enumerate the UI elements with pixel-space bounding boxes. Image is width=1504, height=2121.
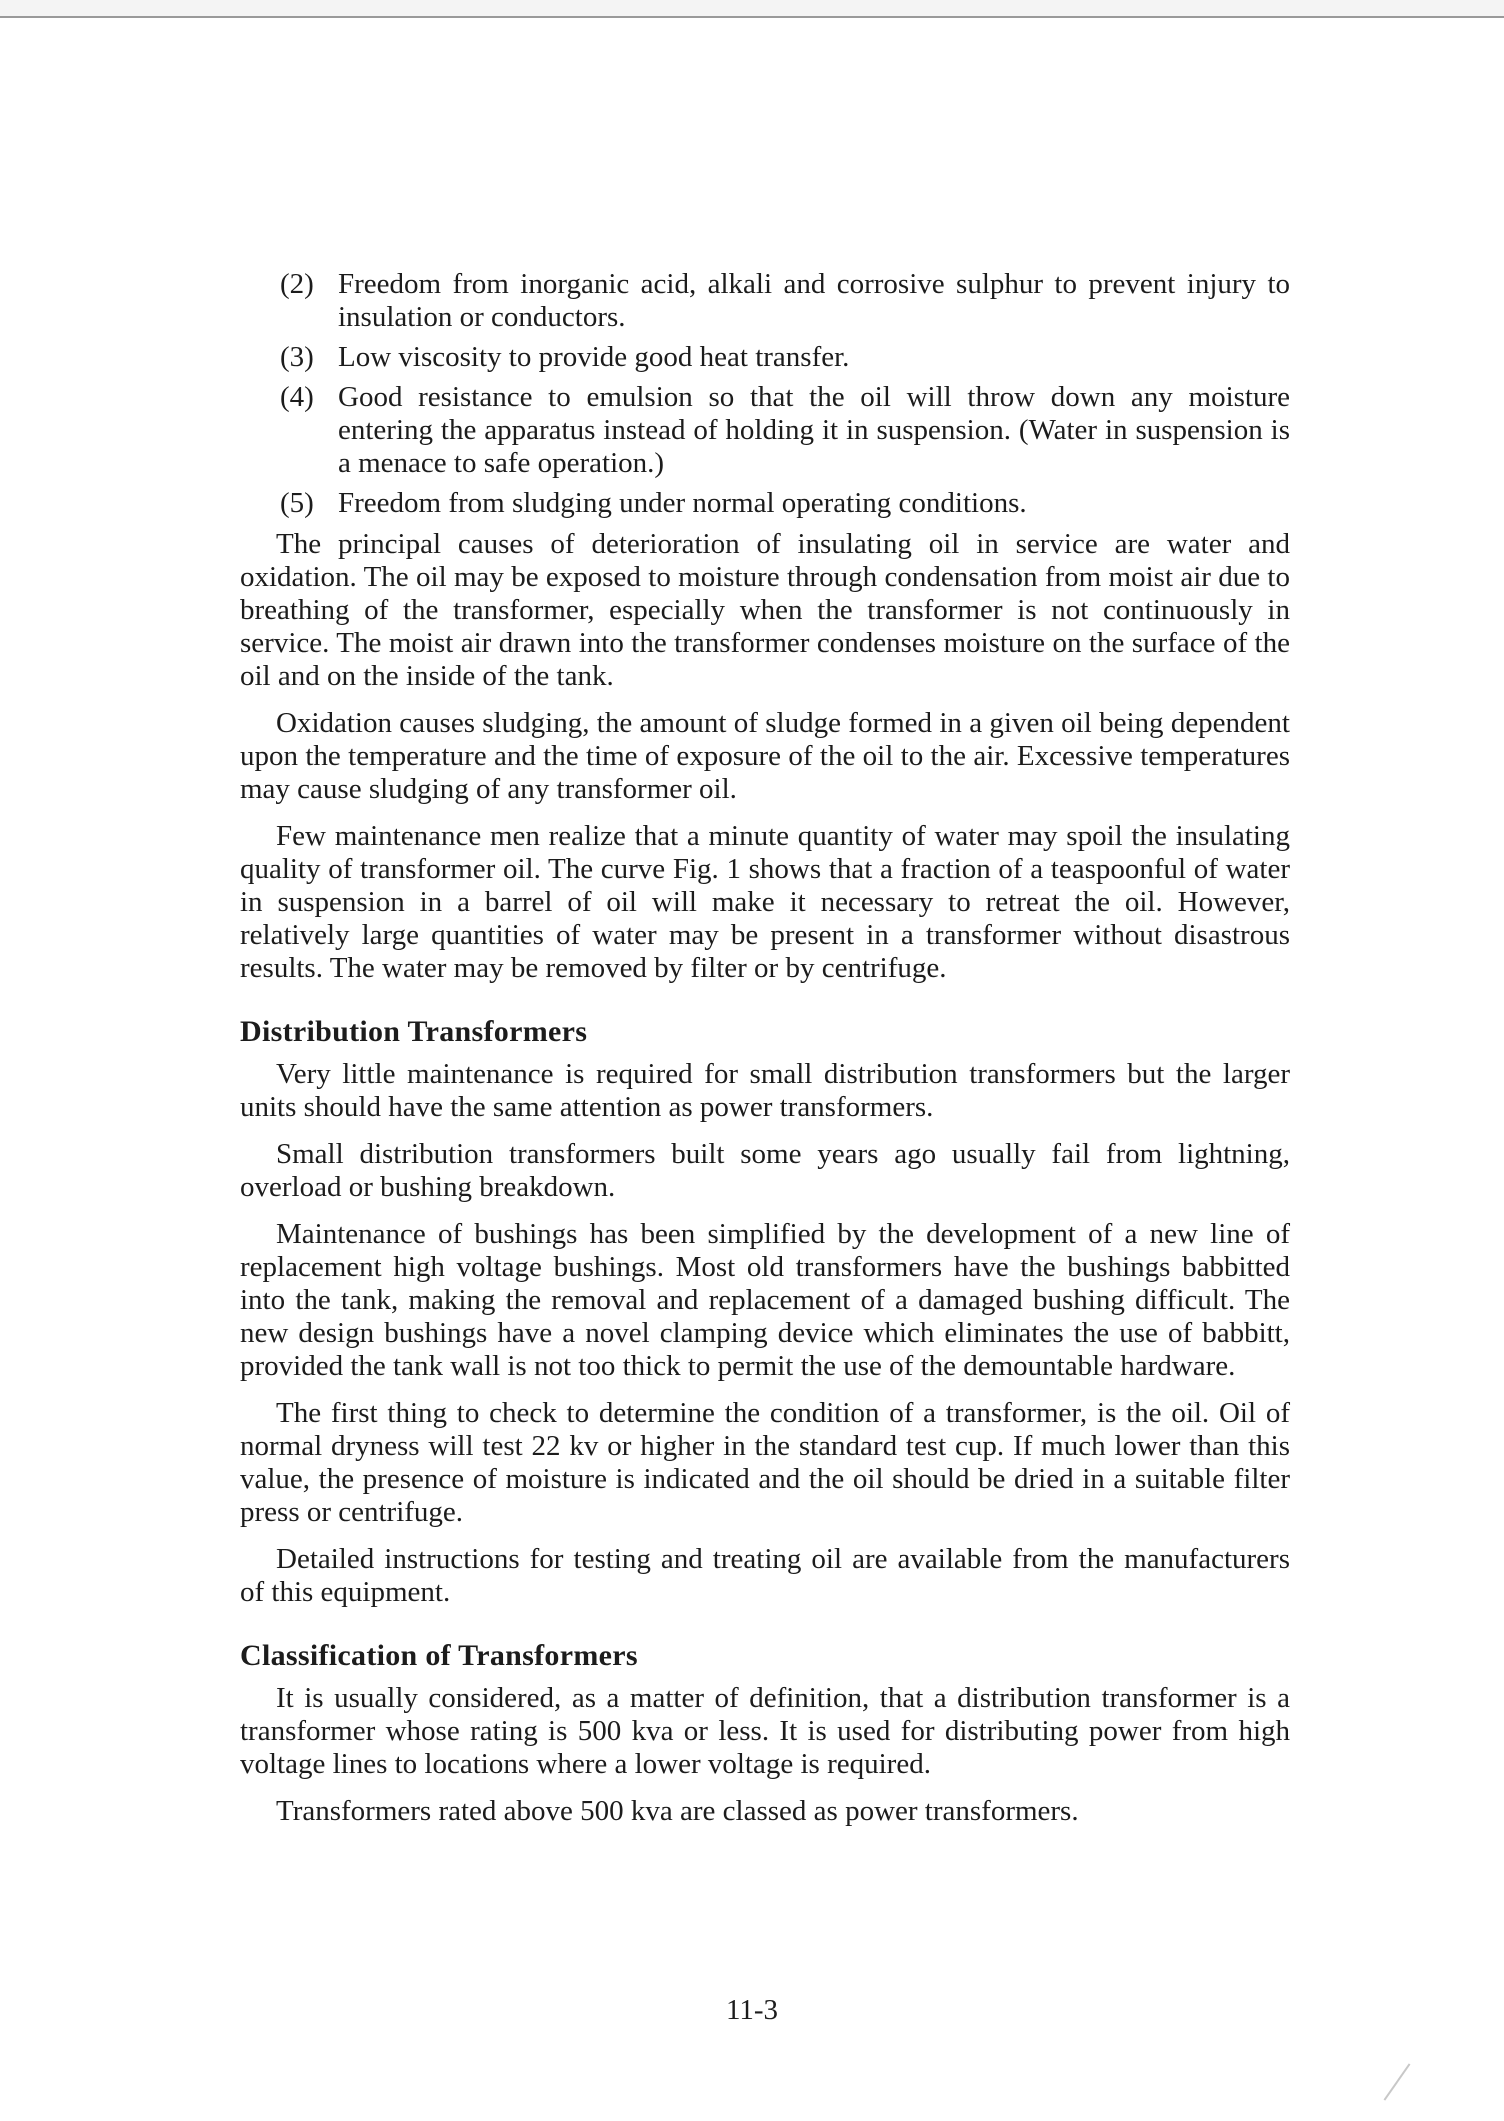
list-item (240, 487, 1290, 520)
paragraph: Very little maintenance is required for small distribution transformers but the larger units should have the same attention as power transformers. (240, 1058, 1290, 1123)
paragraph: The first thing to check to determine the condition of a transformer, is the oil. Oil of normal dryness will test 22 kv or higher in the standard test cup. If much lower than this value, the presence of moisture is indicated and the oil should be dried in a suitable filter press or centrifuge. (240, 1397, 1290, 1528)
list-item-number: (4) (280, 381, 314, 413)
list-item-text: Freedom from sludging under normal operating conditions. (338, 487, 1027, 519)
page-number: 11-3 (725, 1994, 779, 2026)
paragraph-deterioration-causes: The principal causes of deterioration of insulating oil in service are water and oxidation. The oil may be exposed to moisture through condensation from moist air due to breathing of the transformer, especially when the transformer is not continuously in service. The moist air drawn into the transformer condenses moisture on the surface of the oil and on the inside of the tank. (240, 528, 1290, 692)
paragraph-water-quantity: Few maintenance men realize that a minute quantity of water may spoil the insulating quality of transformer oil. The curve Fig. 1 shows that a fraction of a teaspoonful of water in suspension in a barrel of oil will make it necessary to retreat the oil. However, relatively large quantities of water may be present in a transformer without disastrous results. The water may be removed by filter or by centrifuge. (240, 820, 1290, 984)
list-item (240, 341, 1290, 374)
list-item (240, 381, 1290, 480)
list-item-text: Freedom from inorganic acid, alkali and corrosive sulphur to prevent injury to insulation or conductors. (338, 268, 1290, 333)
paragraph: Small distribution transformers built some years ago usually fail from lightning, overload or bushing breakdown. (240, 1138, 1290, 1203)
section-heading-distribution: Distribution Transformers (240, 1015, 588, 1048)
section-heading-classification: Classification of Transformers (240, 1639, 638, 1672)
pencil-mark (1384, 2063, 1411, 2100)
oil-requirements-list (240, 268, 1290, 520)
list-item-text: Low viscosity to provide good heat transfer. (338, 341, 850, 373)
paragraph: Detailed instructions for testing and treating oil are available from the manufacturers of this equipment. (240, 1543, 1290, 1608)
page-body (240, 268, 1290, 1842)
paragraph-oxidation: Oxidation causes sludging, the amount of sludge formed in a given oil being dependent upon the temperature and the time of exposure of the oil to the air. Excessive temperatures may cause sludging of any transformer oil. (240, 707, 1290, 805)
list-item (240, 268, 1290, 334)
list-item-number: (5) (280, 487, 314, 519)
paragraph: Maintenance of bushings has been simplified by the development of a new line of replacement high voltage bushings. Most old transformers have the bushings babbitted into the tank, making the removal and replacement of a damaged bushing difficult. The new design bushings have a novel clamping device which eliminates the use of babbitt, provided the tank wall is not too thick to permit the use of the demountable hardware. (240, 1218, 1290, 1382)
list-item-text: Good resistance to emulsion so that the oil will throw down any moisture entering the apparatus instead of holding it in suspension. (Water in suspension is a menace to safe operation.) (338, 381, 1290, 479)
page-top-edge (0, 0, 1504, 18)
list-item-number: (3) (280, 341, 314, 373)
paragraph: Transformers rated above 500 kva are classed as power transformers. (276, 1795, 1079, 1827)
list-item-number: (2) (280, 268, 314, 300)
paragraph: It is usually considered, as a matter of definition, that a distribution transformer is a transformer whose rating is 500 kva or less. It is used for distributing power from high voltage lines to locations where a lower voltage is required. (240, 1682, 1290, 1780)
